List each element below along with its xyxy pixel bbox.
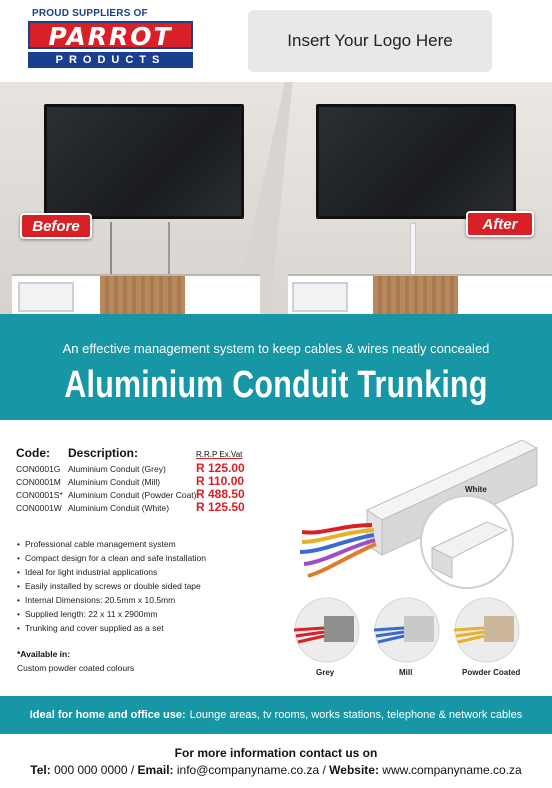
- description-header: Description:: [68, 446, 139, 460]
- ideal-text: Lounge areas, tv rooms, works stations, telephone & network cables: [189, 709, 523, 721]
- banner-subtitle: An effective management system to keep cables & wires neatly concealed: [62, 341, 490, 356]
- table-row: [16, 502, 266, 515]
- shelf-before: [18, 282, 74, 312]
- row-code: CON0001M: [16, 477, 61, 487]
- feature-item: • Easily installed by screws or double sided tape: [17, 579, 267, 593]
- feature-item: • Trunking and cover supplied as a set: [17, 621, 267, 635]
- row-price: R 110.00: [196, 474, 245, 488]
- tel-value: 000 000 0000: [54, 763, 128, 777]
- row-price: R 125.50: [196, 500, 245, 514]
- website-label: Website:: [329, 763, 379, 777]
- footer-details: Tel: 000 000 0000 / Email: info@companyname.co.za / Website: www.companyname.co.za: [30, 763, 522, 777]
- header: [0, 0, 552, 82]
- supplier-line: PROUD SUPPLIERS OF: [32, 8, 148, 19]
- banner-title: Aluminium Conduit Trunking: [64, 364, 488, 406]
- code-header: Code:: [16, 446, 50, 460]
- parrot-products-logo: [28, 8, 193, 70]
- feature-item: • Ideal for light industrial applications: [17, 565, 267, 579]
- conduit-drawing: [282, 430, 544, 690]
- feature-item: • Supplied length: 22 x 11 x 2900mm: [17, 607, 267, 621]
- wall-conduit: [410, 223, 416, 275]
- label-mill: Mill: [399, 668, 413, 677]
- email-label: Email:: [137, 763, 174, 777]
- website-value: www.companyname.co.za: [382, 763, 522, 777]
- wood-panel-after: [373, 276, 458, 314]
- mill-profile: [404, 616, 434, 642]
- logo-placeholder: Insert Your Logo Here: [248, 10, 492, 72]
- price-header: R.R.P Ex.Vat: [196, 450, 243, 459]
- row-price: R 125.00: [196, 461, 245, 475]
- after-badge: After: [466, 211, 534, 237]
- grey-profile: [324, 616, 354, 642]
- row-code: CON0001G: [16, 464, 61, 474]
- feature-list: [17, 537, 267, 635]
- email-value: info@companyname.co.za: [176, 763, 320, 777]
- brand-sub: PRODUCTS: [28, 52, 193, 68]
- tv-before: [44, 104, 244, 219]
- row-price: R 488.50: [196, 487, 245, 501]
- tel-label: Tel:: [30, 763, 51, 777]
- product-illustration: [282, 430, 544, 690]
- footer: [0, 734, 552, 788]
- before-badge: Before: [20, 213, 92, 239]
- availability-text: Custom powder coated colours: [17, 663, 135, 673]
- before-after-photo: [0, 82, 552, 314]
- ideal-lead: Ideal for home and office use:: [29, 709, 186, 721]
- loose-cables: [110, 222, 170, 274]
- tv-after: [316, 104, 516, 219]
- shelf-after: [292, 282, 348, 312]
- row-code: CON0001S*: [16, 490, 63, 500]
- ideal-banner: [0, 696, 552, 734]
- footer-contact-line: For more information contact us on: [174, 746, 378, 760]
- wood-panel-before: [100, 276, 185, 314]
- label-powder-coated: Powder Coated: [462, 668, 521, 677]
- row-description: Aluminium Conduit (Powder Coat): [68, 490, 197, 500]
- brand-main: PARROT: [28, 21, 193, 49]
- label-grey: Grey: [316, 668, 335, 677]
- feature-item: • Compact design for a clean and safe installation: [17, 551, 267, 565]
- feature-item: • Internal Dimensions: 20.5mm x 10.5mm: [17, 593, 267, 607]
- label-white: White: [465, 485, 487, 494]
- availability-title: *Available in:: [17, 649, 71, 659]
- row-description: Aluminium Conduit (White): [68, 503, 170, 513]
- row-code: CON0001W: [16, 503, 62, 513]
- title-banner: [0, 314, 552, 420]
- powder-coated-profile: [484, 616, 514, 642]
- row-description: Aluminium Conduit (Grey): [68, 464, 166, 474]
- feature-item: • Professional cable management system: [17, 537, 267, 551]
- row-description: Aluminium Conduit (Mill): [68, 477, 161, 487]
